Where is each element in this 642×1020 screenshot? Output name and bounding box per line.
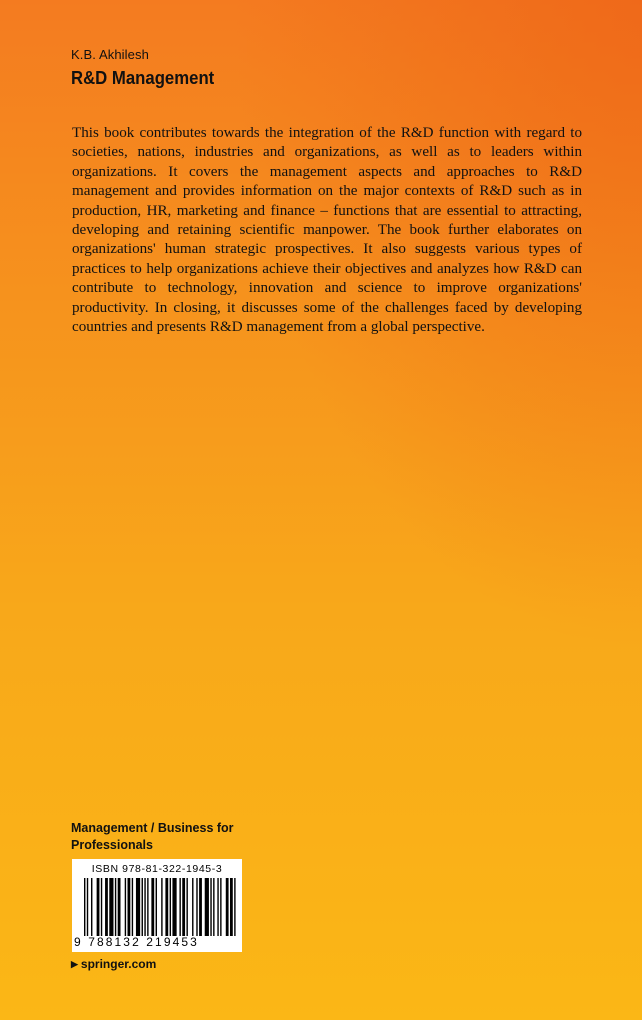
barcode-bar — [192, 878, 193, 936]
barcode-bar — [220, 878, 221, 936]
barcode-bar — [142, 878, 143, 936]
barcode-bar — [144, 878, 145, 936]
barcode-bar — [179, 878, 180, 936]
barcode-bar — [234, 878, 235, 936]
author-name: K.B. Akhilesh — [71, 47, 149, 62]
subject-category: Management / Business for Professionals — [71, 821, 234, 852]
barcode-bar — [97, 878, 100, 936]
isbn-label: ISBN 978-81-322-1945-3 — [91, 863, 223, 875]
barcode-bar — [172, 878, 176, 936]
barcode-bar — [101, 878, 102, 936]
barcode-bar — [128, 878, 131, 936]
triangle-right-icon: ▶ — [71, 958, 78, 969]
barcode-bar — [205, 878, 209, 936]
barcode-bar — [125, 878, 126, 936]
barcode-bar — [199, 878, 202, 936]
book-title: R&D Management — [71, 68, 215, 88]
barcode-bar — [186, 878, 187, 936]
barcode-bar — [151, 878, 154, 936]
barcode-bar — [161, 878, 162, 936]
barcode-bar — [84, 878, 85, 936]
barcode-bar — [182, 878, 185, 936]
barcode-bar — [118, 878, 121, 936]
barcode-bar — [210, 878, 211, 936]
barcode-bar — [91, 878, 92, 936]
barcode-bars — [84, 878, 237, 936]
barcode-bar — [196, 878, 197, 936]
barcode-bar — [132, 878, 133, 936]
isbn-barcode — [72, 859, 242, 952]
barcode-bar — [230, 878, 233, 936]
barcode-bar — [213, 878, 214, 936]
barcode-bar — [136, 878, 140, 936]
publisher-url: springer.com — [80, 957, 157, 971]
publisher-link[interactable] — [71, 957, 156, 971]
barcode-number: 9 788132 219453 — [74, 935, 199, 949]
barcode-bar — [115, 878, 116, 936]
book-description: This book contributes towards the integration of the R&D function with regard to societies, nations, industries and organizations, as well as to leaders within organizations. It covers the management aspects and approaches to R&D management and provides information on the major contexts of R&D such as in production, HR, marketing and finance – functions that are essential to attracting, developing and retaining scientific manpower. The book further elaborates on organizations' human strategic prospectives. It also suggests various types of practices to help organizations achieve their objectives and analyzes how R&D can contribute to technology, innovation and science to improve organizations' productivity. In closing, it discusses some of the challenges faced by developing countries and presents R&D management from a global perspective. — [72, 125, 582, 336]
barcode-bar — [165, 878, 168, 936]
barcode-bar — [105, 878, 108, 936]
barcode-bar — [217, 878, 218, 936]
barcode-bar — [170, 878, 171, 936]
barcode-bar — [147, 878, 148, 936]
barcode-bar — [109, 878, 113, 936]
barcode-bar — [156, 878, 157, 936]
barcode-bar — [226, 878, 229, 936]
barcode-bar — [87, 878, 88, 936]
